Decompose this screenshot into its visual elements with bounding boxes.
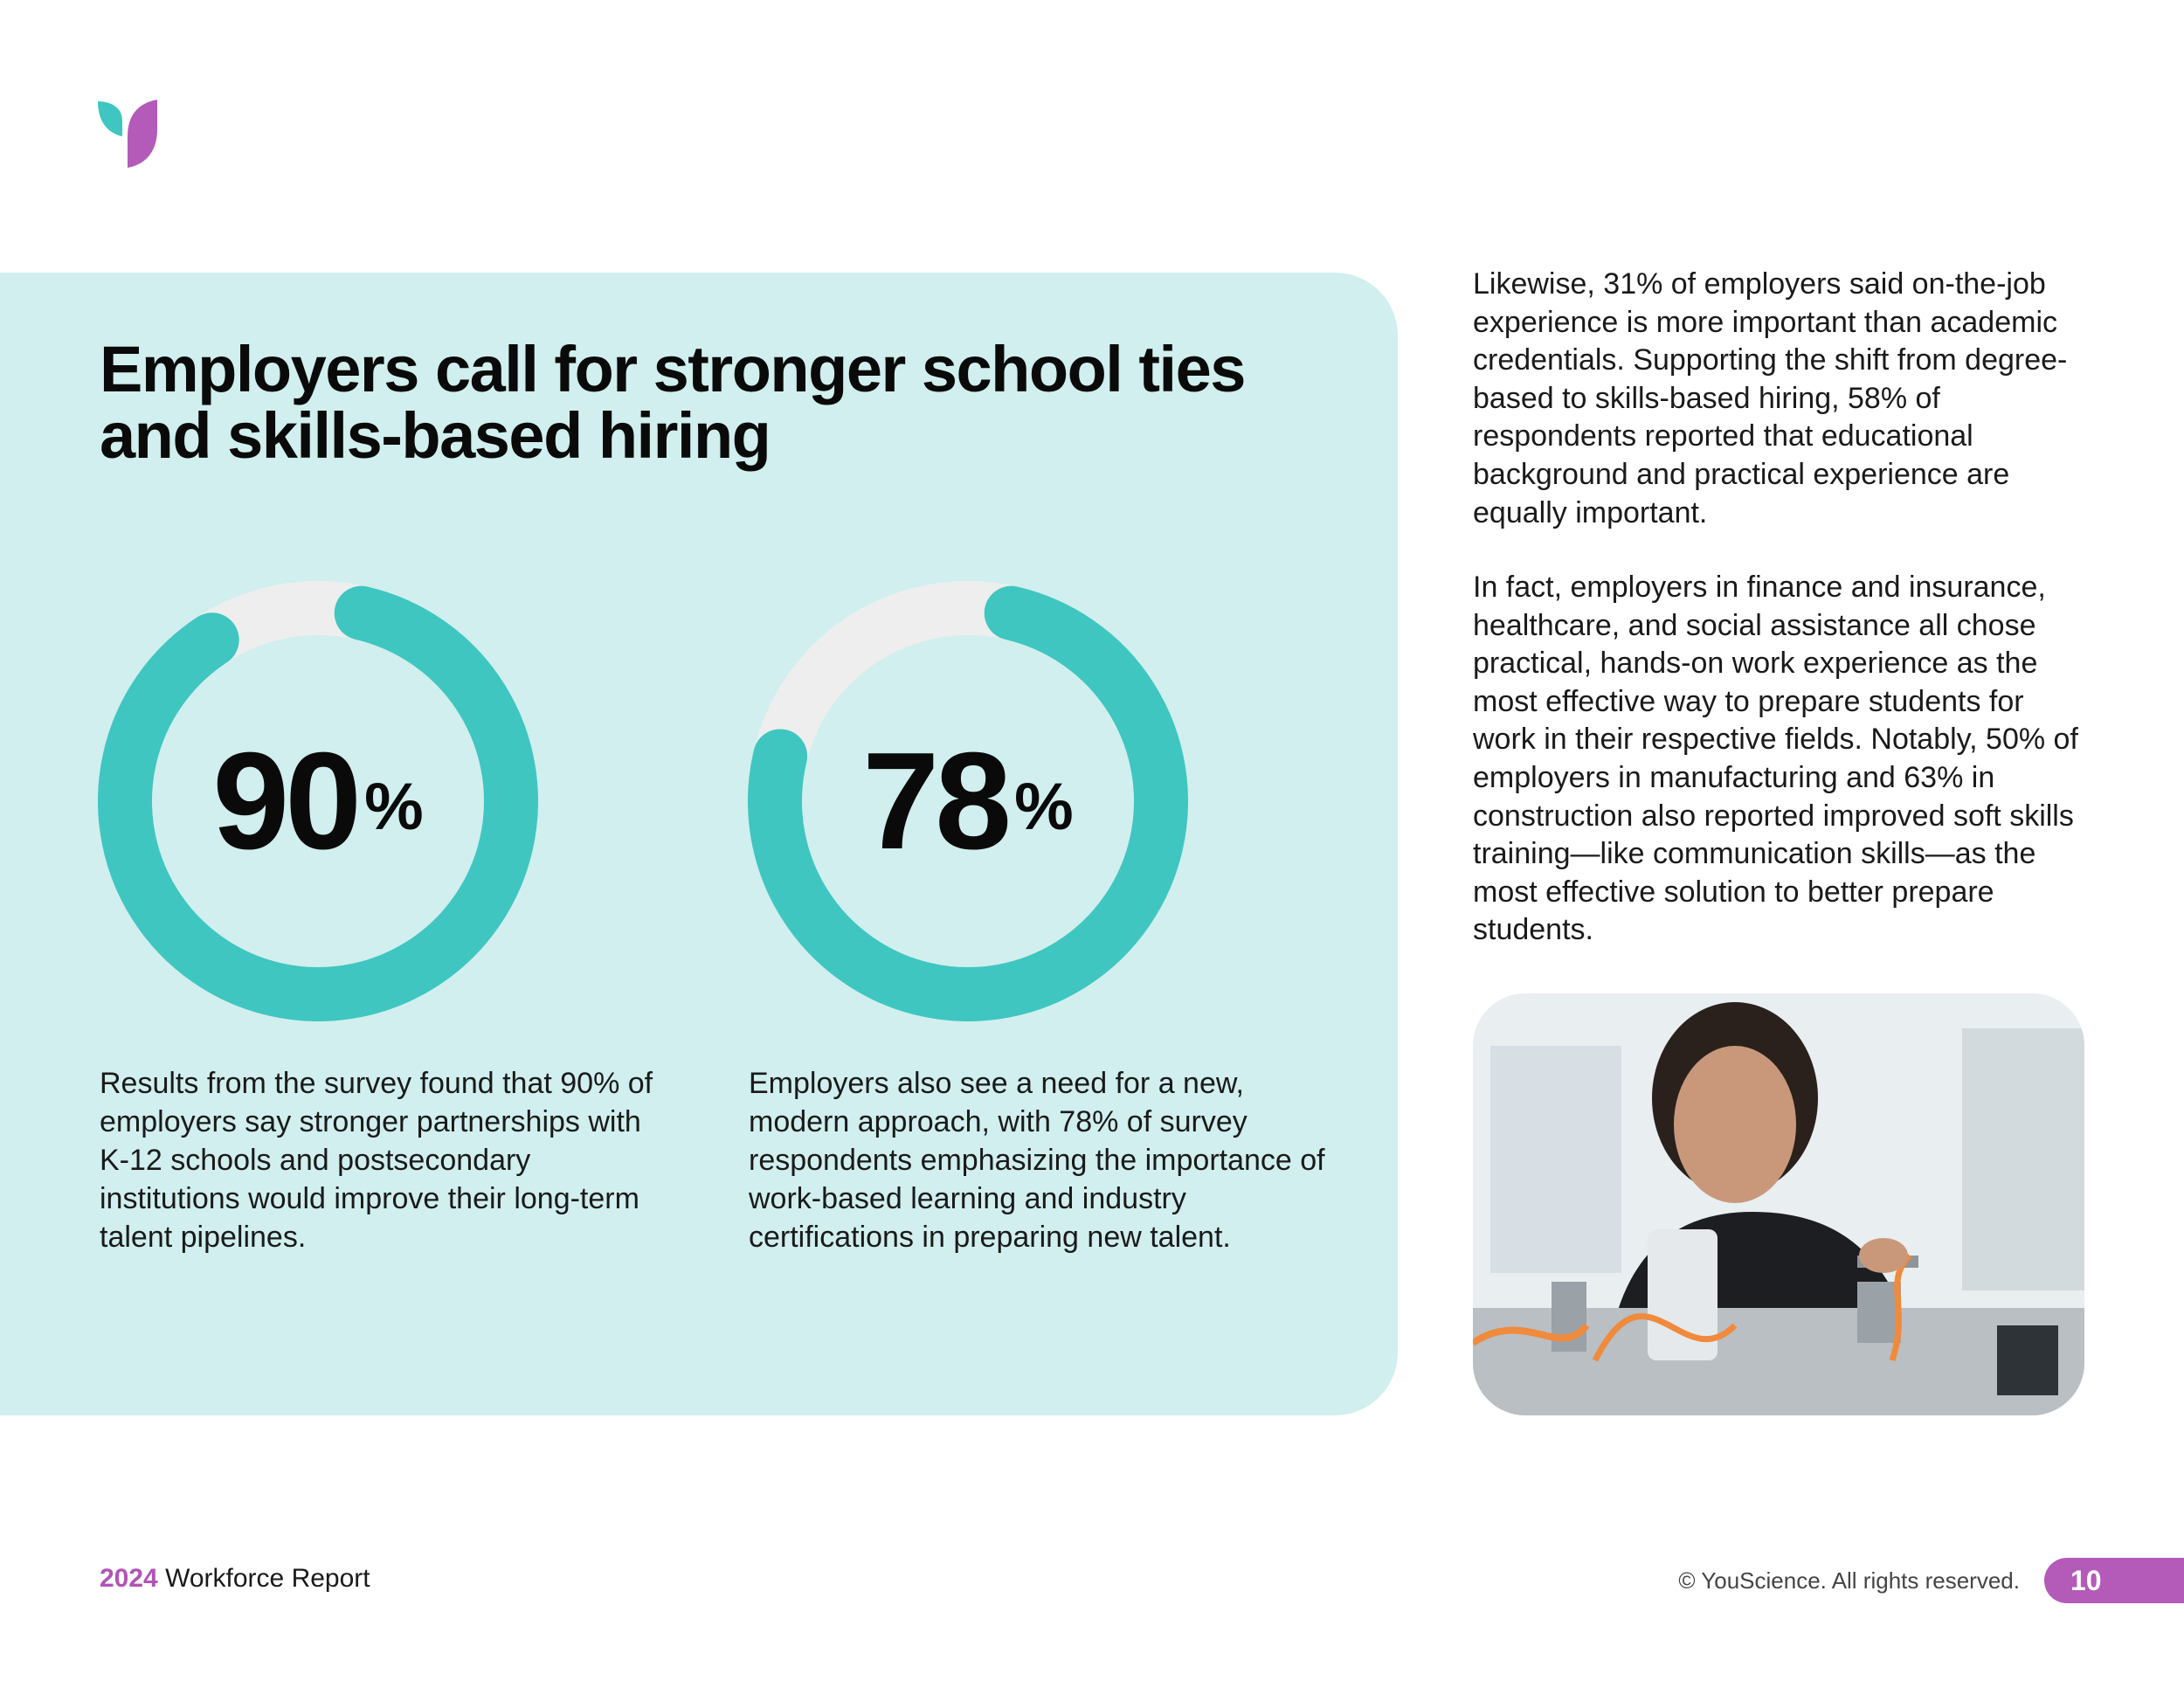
donut-chart-78: [748, 581, 1188, 1021]
footer-year: 2024: [100, 1564, 158, 1593]
stat-caption: Results from the survey found that 90% of employers say stronger partnerships with K-12 schools and postsecondary institutions would improve their long-term talent pipelines.: [100, 1067, 653, 1254]
stat-caption: Employers also see a need for a new, modern approach, with 78% of survey respondents emphasizing the importance of work-based learning and industry certifications in preparing new talent.: [749, 1067, 1325, 1254]
stat-unit: %: [1014, 769, 1074, 844]
stat-value: 90: [212, 724, 358, 878]
footer-report-name: Workforce Report: [165, 1564, 370, 1593]
photo-student-working-on-machinery: [1473, 993, 2084, 1415]
leaf-logo-icon: [96, 98, 159, 168]
stat-unit: %: [364, 769, 424, 844]
donut-chart-90: [98, 581, 538, 1021]
photo-illustration: [1473, 993, 2084, 1415]
body-paragraph: Likewise, 31% of employers said on-the-job experience is more important than academic credentials. Supporting the shift from degree-based to skills-based hiring, 58% of respondents reported that educational background and practical experience are equally important.: [1473, 267, 2068, 529]
footer-report-title: [100, 1564, 370, 1594]
page-number: 10: [2044, 1558, 2184, 1603]
footer-copyright: © YouScience. All rights reserved.: [1678, 1567, 2020, 1594]
page-title: Employers call for stronger school ties and skills-based hiring: [100, 333, 1245, 472]
body-paragraph: In fact, employers in finance and insurance, healthcare, and social assistance all chose practical, hands-on work experience as the most effective way to prepare students for work in their respective fields. Notably, 50% of employers in manufacturing and 63% in construction also reported improved soft skills training—like communication skills—as the most effective solution to better prepare students.: [1473, 571, 2078, 947]
stat-value: 78: [862, 724, 1008, 878]
